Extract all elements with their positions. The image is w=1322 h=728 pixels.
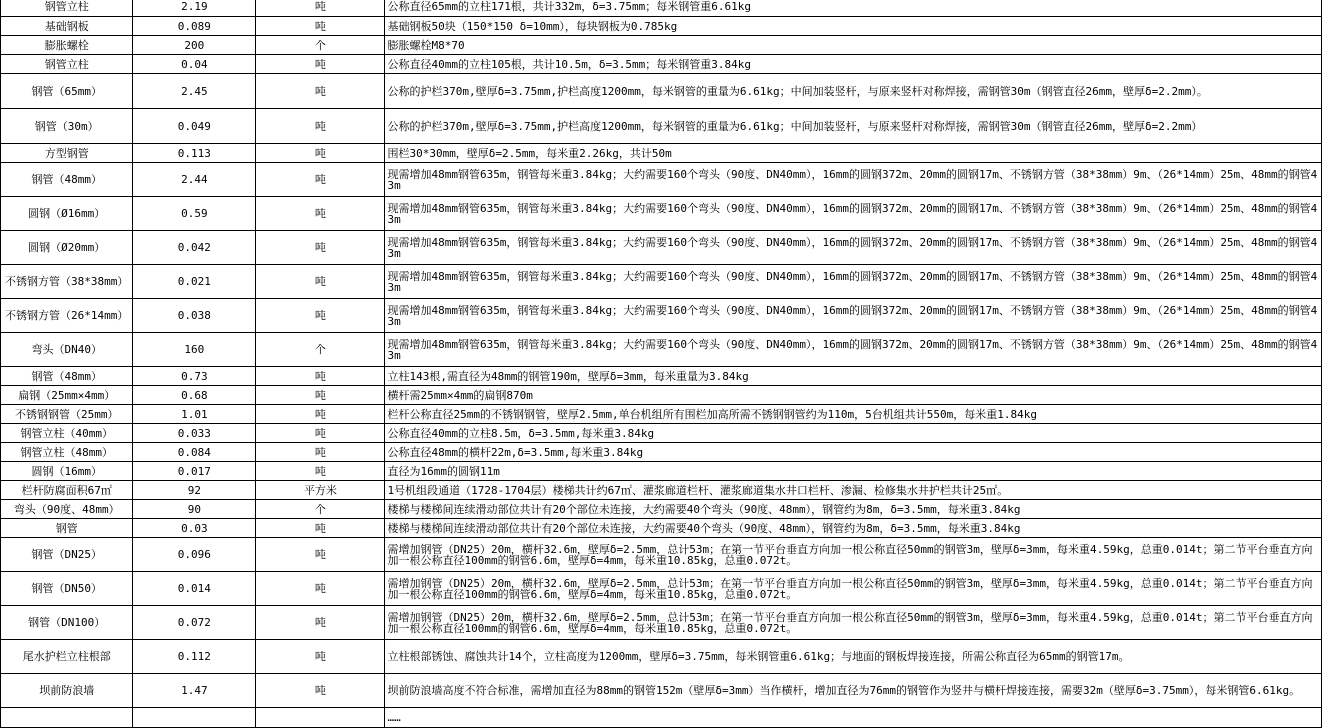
item-name-cell[interactable]: 尾水护栏立柱根部 [1, 640, 133, 674]
description-cell[interactable]: 需增加钢管（DN25）20m，横杆32.6m，壁厚δ=2.5mm，总计53m；在第一节平台垂直方向加一根公称直径50mm的钢管3m，壁厚δ=3mm，每米重4.59kg，总重0.014t；第二节平台垂直方向加一根公称直径100mm的钢管6.6m，壁厚δ=4mm，每米重10.85kg，总重0.072t。 [385, 538, 1322, 572]
description-cell[interactable]: 立柱根部锈蚀、腐蚀共计14个，立柱高度为1200mm，壁厚δ=3.75mm，每米钢管重6.61kg；与地面的钢板焊接连接，所需公称直径为65mm的钢管17m。 [385, 640, 1322, 674]
quantity-cell[interactable]: 0.084 [133, 443, 256, 462]
item-name-cell[interactable]: 钢管（65mm） [1, 74, 133, 109]
item-name-cell[interactable]: 栏杆防腐面积67㎡ [1, 481, 133, 500]
table-row[interactable] [1, 231, 1322, 265]
description-cell[interactable]: 栏杆公称直径25mm的不锈钢钢管，壁厚2.5mm,单台机组所有围栏加高所需不锈钢钢管约为110m，5台机组共计550m，每米重1.84kg [385, 405, 1322, 424]
description-cell[interactable]: 公称的护栏370m,壁厚δ=3.75mm,护栏高度1200mm，每米钢管的重量为6.61kg；中间加装竖杆，与原来竖杆对称焊接，需钢管30m（钢管直径26mm，壁厚δ=2.2mm）。 [385, 74, 1322, 109]
description-cell[interactable]: 公称直径65mm的立柱171根，共计332m，δ=3.75mm；每米钢管重6.61kg [385, 0, 1322, 17]
quantity-cell[interactable]: 92 [133, 481, 256, 500]
unit-cell[interactable]: 平方米 [256, 481, 385, 500]
unit-cell[interactable]: 吨 [256, 640, 385, 674]
quantity-cell[interactable]: 200 [133, 36, 256, 55]
unit-cell[interactable]: 个 [256, 333, 385, 367]
quantity-cell[interactable]: 0.038 [133, 299, 256, 333]
table-row[interactable] [1, 481, 1322, 500]
description-cell[interactable]: 公称直径40mm的立柱105根，共计10.5m，δ=3.5mm；每米钢管重3.84kg [385, 55, 1322, 74]
unit-cell[interactable]: 吨 [256, 674, 385, 708]
table-row[interactable] [1, 386, 1322, 405]
table-row[interactable] [1, 500, 1322, 519]
unit-cell[interactable]: 吨 [256, 0, 385, 17]
item-name-cell[interactable]: 圆钢（Ø16mm） [1, 197, 133, 231]
quantity-cell[interactable]: 0.021 [133, 265, 256, 299]
unit-cell[interactable]: 吨 [256, 17, 385, 36]
item-name-cell[interactable]: 弯头（90度、48mm） [1, 500, 133, 519]
quantity-cell[interactable]: 0.014 [133, 572, 256, 606]
description-cell[interactable]: 公称直径40mm的立柱8.5m，δ=3.5mm,每米重3.84kg [385, 424, 1322, 443]
item-name-cell[interactable]: 圆钢（Ø20mm） [1, 231, 133, 265]
item-name-cell[interactable]: 扁钢（25mm×4mm） [1, 386, 133, 405]
table-row[interactable] [1, 462, 1322, 481]
table-row[interactable] [1, 55, 1322, 74]
quantity-cell[interactable]: 0.089 [133, 17, 256, 36]
description-cell[interactable]: 现需增加48mm钢管635m，钢管每米重3.84kg；大约需要160个弯头（90度、DN40mm），16mm的圆钢372m、20mm的圆钢17m、不锈钢方管（38*38mm）9m、（26*14mm）25m、48mm的钢管43m [385, 231, 1322, 265]
unit-cell[interactable]: 个 [256, 36, 385, 55]
item-name-cell[interactable]: 方型钢管 [1, 144, 133, 163]
description-cell[interactable]: 楼梯与楼梯间连续滑动部位共计有20个部位未连接，大约需要40个弯头（90度、48mm），钢管约为8m，δ=3.5mm，每米重3.84kg [385, 519, 1322, 538]
table-row[interactable] [1, 197, 1322, 231]
description-cell[interactable]: 立柱143根,需直径为48mm的钢管190m，壁厚δ=3mm，每米重量为3.84kg [385, 367, 1322, 386]
item-name-cell[interactable]: 钢管（48mm） [1, 367, 133, 386]
quantity-cell[interactable]: 0.73 [133, 367, 256, 386]
quantity-cell[interactable]: 2.45 [133, 74, 256, 109]
table-row[interactable] [1, 606, 1322, 640]
item-name-cell[interactable]: 钢管 [1, 519, 133, 538]
unit-cell[interactable]: 吨 [256, 606, 385, 640]
item-name-cell[interactable]: 钢管（DN100） [1, 606, 133, 640]
quantity-cell[interactable]: 0.072 [133, 606, 256, 640]
quantity-cell[interactable]: 1.01 [133, 405, 256, 424]
table-row[interactable] [1, 538, 1322, 572]
item-name-cell[interactable]: 钢管立柱（48mm） [1, 443, 133, 462]
description-cell[interactable]: …… [385, 708, 1322, 728]
item-name-cell[interactable]: 圆钢（16mm） [1, 462, 133, 481]
quantity-cell[interactable]: 0.096 [133, 538, 256, 572]
description-cell[interactable]: 现需增加48mm钢管635m，钢管每米重3.84kg；大约需要160个弯头（90度、DN40mm），16mm的圆钢372m、20mm的圆钢17m、不锈钢方管（38*38mm）9m、（26*14mm）25m、48mm的钢管43m [385, 163, 1322, 197]
table-row[interactable] [1, 299, 1322, 333]
description-cell[interactable]: 现需增加48mm钢管635m，钢管每米重3.84kg；大约需要160个弯头（90度、DN40mm），16mm的圆钢372m、20mm的圆钢17m、不锈钢方管（38*38mm）9m、（26*14mm）25m、48mm的钢管43m [385, 265, 1322, 299]
unit-cell[interactable]: 吨 [256, 74, 385, 109]
description-cell[interactable]: 现需增加48mm钢管635m，钢管每米重3.84kg；大约需要160个弯头（90度、DN40mm），16mm的圆钢372m、20mm的圆钢17m、不锈钢方管（38*38mm）9m、（26*14mm）25m、48mm的钢管43m [385, 333, 1322, 367]
quantity-cell[interactable]: 1.47 [133, 674, 256, 708]
table-body [1, 0, 1322, 728]
unit-cell[interactable]: 吨 [256, 519, 385, 538]
description-cell[interactable]: 现需增加48mm钢管635m，钢管每米重3.84kg；大约需要160个弯头（90度、DN40mm），16mm的圆钢372m、20mm的圆钢17m、不锈钢方管（38*38mm）9m、（26*14mm）25m、48mm的钢管43m [385, 197, 1322, 231]
item-name-cell[interactable]: 不锈钢钢管（25mm） [1, 405, 133, 424]
table-row[interactable] [1, 367, 1322, 386]
item-name-cell[interactable]: 钢管立柱 [1, 55, 133, 74]
table-row[interactable] [1, 17, 1322, 36]
table-row[interactable] [1, 424, 1322, 443]
unit-cell[interactable]: 个 [256, 500, 385, 519]
description-cell[interactable]: 需增加钢管（DN25）20m，横杆32.6m，壁厚δ=2.5mm，总计53m；在第一节平台垂直方向加一根公称直径50mm的钢管3m，壁厚δ=3mm，每米重4.59kg，总重0.014t；第二节平台垂直方向加一根公称直径100mm的钢管6.6m，壁厚δ=4mm，每米重10.85kg，总重0.072t。 [385, 572, 1322, 606]
unit-cell[interactable]: 吨 [256, 163, 385, 197]
item-name-cell[interactable]: 弯头（DN40） [1, 333, 133, 367]
table-row[interactable] [1, 519, 1322, 538]
table-row[interactable] [1, 333, 1322, 367]
description-cell[interactable]: 基础钢板50块（150*150 δ=10mm），每块钢板为0.785kg [385, 17, 1322, 36]
quantity-cell[interactable]: 0.049 [133, 109, 256, 144]
unit-cell[interactable]: 吨 [256, 572, 385, 606]
quantity-cell[interactable]: 0.017 [133, 462, 256, 481]
item-name-cell[interactable]: 钢管（DN25） [1, 538, 133, 572]
unit-cell[interactable]: 吨 [256, 265, 385, 299]
quantity-cell[interactable]: 0.04 [133, 55, 256, 74]
table-row[interactable] [1, 265, 1322, 299]
quantity-cell[interactable]: 160 [133, 333, 256, 367]
unit-cell[interactable]: 吨 [256, 231, 385, 265]
description-cell[interactable]: 公称直径48mm的横杆22m,δ=3.5mm,每米重3.84kg [385, 443, 1322, 462]
table-row[interactable] [1, 163, 1322, 197]
table-row[interactable] [1, 443, 1322, 462]
item-name-cell[interactable]: 钢管（DN50） [1, 572, 133, 606]
item-name-cell[interactable]: 坝前防浪墙 [1, 674, 133, 708]
description-cell[interactable]: 现需增加48mm钢管635m，钢管每米重3.84kg；大约需要160个弯头（90度、DN40mm），16mm的圆钢372m、20mm的圆钢17m、不锈钢方管（38*38mm）9m、（26*14mm）25m、48mm的钢管43m [385, 299, 1322, 333]
unit-cell[interactable]: 吨 [256, 367, 385, 386]
description-cell[interactable]: 膨胀螺栓M8*70 [385, 36, 1322, 55]
table-row[interactable] [1, 640, 1322, 674]
item-name-cell[interactable]: 钢管立柱 [1, 0, 133, 17]
unit-cell[interactable]: 吨 [256, 144, 385, 163]
unit-cell[interactable]: 吨 [256, 55, 385, 74]
item-name-cell[interactable]: 基础钢板 [1, 17, 133, 36]
description-cell[interactable]: 坝前防浪墙高度不符合标准，需增加直径为88mm的钢管152m（壁厚δ=3mm）当作横杆，增加直径为76mm的钢管作为竖井与横杆焊接连接，需要32m（壁厚δ=3.75mm），每米钢管6.61kg。 [385, 674, 1322, 708]
unit-cell[interactable]: 吨 [256, 109, 385, 144]
quantity-cell[interactable]: 0.113 [133, 144, 256, 163]
quantity-cell[interactable]: 0.68 [133, 386, 256, 405]
unit-cell[interactable]: 吨 [256, 424, 385, 443]
unit-cell[interactable]: 吨 [256, 443, 385, 462]
quantity-cell[interactable]: 2.19 [133, 0, 256, 17]
table-row[interactable] [1, 144, 1322, 163]
description-cell[interactable]: 直径为16mm的圆钢11m [385, 462, 1322, 481]
item-name-cell[interactable]: 膨胀螺栓 [1, 36, 133, 55]
description-cell[interactable]: 横杆需25mm×4mm的扁钢870m [385, 386, 1322, 405]
table-row[interactable] [1, 74, 1322, 109]
table-row[interactable] [1, 674, 1322, 708]
description-cell[interactable]: 围栏30*30mm，壁厚δ=2.5mm，每米重2.26kg，共计50m [385, 144, 1322, 163]
table-row[interactable] [1, 0, 1322, 17]
table-row[interactable] [1, 36, 1322, 55]
item-name-cell[interactable]: 钢管立柱（40mm） [1, 424, 133, 443]
quantity-cell[interactable]: 2.44 [133, 163, 256, 197]
quantity-cell[interactable]: 0.033 [133, 424, 256, 443]
description-cell[interactable]: 楼梯与楼梯间连续滑动部位共计有20个部位未连接，大约需要40个弯头（90度、48mm），钢管约为8m，δ=3.5mm，每米重3.84kg [385, 500, 1322, 519]
quantity-cell[interactable]: 90 [133, 500, 256, 519]
unit-cell[interactable]: 吨 [256, 405, 385, 424]
quantity-cell[interactable]: 0.042 [133, 231, 256, 265]
table-row[interactable] [1, 572, 1322, 606]
unit-cell[interactable]: 吨 [256, 538, 385, 572]
description-cell[interactable]: 1号机组段通道（1728-1704层）楼梯共计约67㎡、灌浆廊道栏杆、灌浆廊道集水井口栏杆、渗漏、检修集水井护栏共计25㎡。 [385, 481, 1322, 500]
unit-cell[interactable]: 吨 [256, 197, 385, 231]
unit-cell[interactable]: 吨 [256, 462, 385, 481]
quantity-cell[interactable]: 0.112 [133, 640, 256, 674]
item-name-cell[interactable]: 不锈钢方管（38*38mm） [1, 265, 133, 299]
table-row[interactable] [1, 109, 1322, 144]
table-row[interactable] [1, 405, 1322, 424]
unit-cell[interactable]: 吨 [256, 386, 385, 405]
unit-cell[interactable]: 吨 [256, 299, 385, 333]
item-name-cell[interactable]: 钢管（30m） [1, 109, 133, 144]
quantity-cell[interactable]: 0.03 [133, 519, 256, 538]
quantity-cell[interactable]: 0.59 [133, 197, 256, 231]
item-name-cell[interactable]: 不锈钢方管（26*14mm） [1, 299, 133, 333]
description-cell[interactable]: 公称的护栏370m,壁厚δ=3.75mm,护栏高度1200mm，每米钢管的重量为6.61kg；中间加装竖杆，与原来竖杆对称焊接，需钢管30m（钢管直径26mm，壁厚δ=2.2mm） [385, 109, 1322, 144]
item-name-cell[interactable]: 钢管（48mm） [1, 163, 133, 197]
description-cell[interactable]: 需增加钢管（DN25）20m，横杆32.6m，壁厚δ=2.5mm，总计53m；在第一节平台垂直方向加一根公称直径50mm的钢管3m，壁厚δ=3mm，每米重4.59kg，总重0.014t；第二节平台垂直方向加一根公称直径100mm的钢管6.6m，壁厚δ=4mm，每米重10.85kg，总重0.072t。 [385, 606, 1322, 640]
